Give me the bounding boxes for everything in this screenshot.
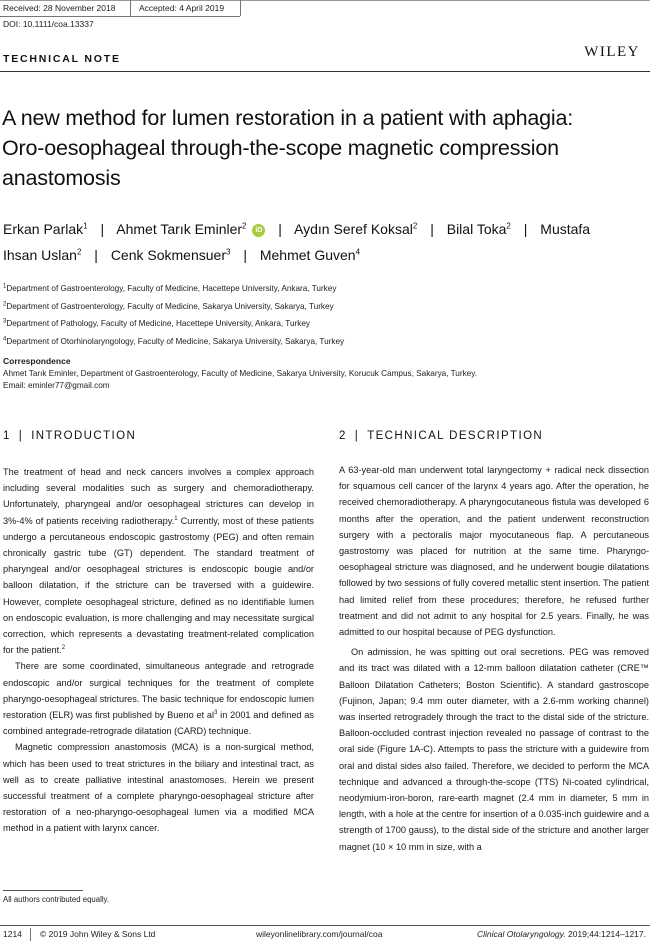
citation-ref[interactable]: 1 — [174, 515, 178, 522]
affiliation-list — [3, 280, 344, 350]
title-line: Oro-oesophageal through-the-scope magnetic compression — [2, 136, 559, 160]
article-title — [2, 103, 648, 193]
author-affil-ref: 2 — [242, 221, 247, 231]
footer-divider — [30, 928, 31, 941]
paragraph: There are some coordinated, simultaneous antegrade and retrograde endoscopic and/or surgical techniques for the treatment of complete pharyngo-oesophageal strictures. The basic technique for endoscopic lumen restoration (ELR) was first published by Bueno et $al^3$ in 2001 and defined as combined antegrade-retrograde dilatation (CARD) technique. — [3, 661, 315, 737]
page-number: 1214 — [3, 929, 22, 939]
paragraph: The treatment of head and neck cancers involves a complex approach including several modalities such as surgery and chemoradiotherapy. Unfortunately, pharyngeal and/or oesophageal strictures can develop in 3%-4% of patients receiving radiotherapy.$^1$ Currently, most of these patients undergo a percutaneous endoscopic gastrostomy (PEG) and often remain chronically gastric tube (GT) dependent. The standard treatment of pharyngeal and/or oesophageal strictures is endoscopic bougie and/or balloon dilatation, if the stricture can be traversed with a guidewire. However, complete oesophageal stricture, defined as no identifiable lumen on endoscopic evaluation, is more challenging and may necessitate surgical correction, which represents a devastating treatment-related complication for the patient.$^2$ — [3, 467, 314, 656]
correspondence-address: Ahmet Tarık Eminler, Department of Gastroenterology, Faculty of Medicine, Sakarya University, Korucuk Campus, Sakarya, Turkey. — [3, 368, 477, 378]
author-separator: | — [430, 221, 434, 237]
citation-details: 2019;44:1214–1217. — [565, 929, 646, 939]
title-line: anastomosis — [2, 166, 121, 190]
doi: DOI: 10.1111/coa.13337 — [3, 19, 94, 29]
author-name[interactable]: Erkan Parlak — [3, 221, 84, 237]
correspondence — [3, 355, 477, 393]
orcid-icon[interactable]: iD — [252, 224, 265, 237]
journal-name: Clinical Otolaryngology. — [476, 929, 566, 939]
correspondence-email[interactable]: Email: eminler77@gmail.com — [3, 381, 110, 390]
copyright: © 2019 John Wiley & Sons Ltd — [40, 929, 156, 939]
received-date: Received: 28 November 2018 — [3, 3, 116, 13]
author-affil-ref: 2 — [506, 221, 511, 231]
technical-body — [339, 462, 649, 855]
author-name[interactable]: Ihsan Uslan — [3, 247, 77, 263]
header-divider — [240, 0, 241, 16]
author-separator: | — [100, 221, 105, 237]
author-name[interactable]: Bilal Toka — [446, 221, 507, 237]
affiliation: $^3$Department of Pathology, Faculty of Medicine, Hacettepe University, Ankara, Turkey — [3, 318, 311, 328]
category-rule — [0, 71, 650, 72]
publisher-logo: WILEY — [584, 44, 640, 60]
citation-ref[interactable]: 3 — [214, 709, 218, 716]
title-line: A new method for lumen restoration in a patient with aphagia: — [2, 106, 574, 130]
affiliation: $^4$Department of Otorhinolaryngology, Faculty of Medicine, Sakarya University, Sakarya, Turkey — [3, 335, 345, 346]
author-separator: | — [94, 247, 98, 263]
footer — [0, 926, 650, 943]
author-name[interactable]: Ahmet Tarık Eminler — [116, 221, 243, 237]
section-heading-introduction: 1 | INTRODUCTION — [3, 430, 137, 442]
introduction-body — [3, 464, 314, 837]
author-affil-ref: 1 — [83, 221, 88, 231]
author-affil-ref: 2 — [412, 221, 418, 231]
citation-ref[interactable]: 2 — [61, 645, 66, 652]
correspondence-label: Correspondence — [3, 356, 71, 366]
section-heading-technical: 2 | TECHNICAL DESCRIPTION — [339, 430, 544, 442]
author-affil-ref: 2 — [76, 247, 82, 257]
author-separator: | — [278, 221, 282, 237]
article-category: TECHNICAL NOTE — [3, 53, 121, 65]
author-list — [3, 216, 647, 268]
affiliation: $^1$Department of Gastroenterology, Faculty of Medicine, Hacettepe University, Ankara, Turkey — [3, 283, 337, 293]
journal-citation — [477, 926, 646, 943]
author-separator: | — [243, 247, 247, 263]
author-name[interactable]: Aydın Seref Koksal — [294, 221, 413, 237]
author-affil-ref: 4 — [355, 247, 361, 257]
journal-url[interactable]: wileyonlinelibrary.com/journal/coa — [256, 929, 383, 939]
footnote: All authors contributed equally. — [3, 895, 110, 904]
header-divider — [130, 0, 131, 16]
author-separator: | — [523, 221, 528, 237]
header-rule — [0, 16, 240, 17]
accepted-date: Accepted: 4 April 2019 — [139, 3, 225, 13]
footnote-rule — [3, 890, 83, 891]
author-name[interactable]: Mustafa — [540, 221, 591, 237]
author-name[interactable]: Mehmet Guven — [259, 247, 356, 263]
paragraph: On admission, he was spitting out oral secretions. PEG was removed and its tract was dilated with a 12-mm balloon dilatation catheter (CRE™ Balloon Dilatation Catheters; Boston Scientific). A standard gastroscope (Fujinon, Japan; 9.4 mm outer diameter, with a 2.6-mm working channel) was inserted retrogradely through the tract to the distal side of the stricture. Balloon-occluded contrast injection revealed no passage of contrast to the oral side (Figure 1A-C). Attempts to pass the stricture with a guidewire from oral and distal sides also failed. Therefore, we decided to perform the MCA technique and advanced a through-the-scope (TTS) Ni-coated cylindrical, neodymium-iron-boron, rare-earth magnet (2.4 mm in diameter, 5 mm in length, with a hole at the centre for insertion of a 0.035-inch guidewire and a strength of 1700 gauss), to the distal side of the stricture and another larger magnet (10 × 10 mm in size, with a — [339, 647, 649, 852]
author-name[interactable]: Cenk Sokmensuer — [110, 247, 226, 263]
paragraph: Magnetic compression anastomosis (MCA) is a non-surgical method, which has been used to treat strictures in the biliary and intestinal tract, as well as to create palliative intestinal anastomoses. Herein we present successful treatment of a complete pharyngo-oesophageal stricture after restoration of a neo-pharyngo-oesophageal lumen via a modified MCA method in a patient with larynx cancer. — [3, 742, 314, 834]
paragraph: A 63-year-old man underwent total laryngectomy + radical neck dissection for squamous cell cancer of the larynx 4 years ago. After the operation, he received chemoradiotherapy. A pharyngocutaneous fistula was developed 6 months after the operation, and the patient underwent reconstruction surgery with a pectoralis major myocutaneous flap. A percutaneous gastrostomy was placed for nutrition at the same time. Pharyngo-oesophageal stricture was diagnosed, and he underwent bougie dilatations followed by two sessions of fully covered metallic stent insertion. The patient had limited relief from these procedures; therefore, he refused further treatment and did not admit to any hospital for 2.5 years. Finally, he was admitted to our hospital because of PEG dysfunction. — [339, 465, 649, 638]
affiliation: $^2$Department of Gastroenterology, Faculty of Medicine, Sakarya University, Sakarya, Turkey — [3, 300, 334, 311]
author-affil-ref: 3 — [225, 247, 231, 257]
